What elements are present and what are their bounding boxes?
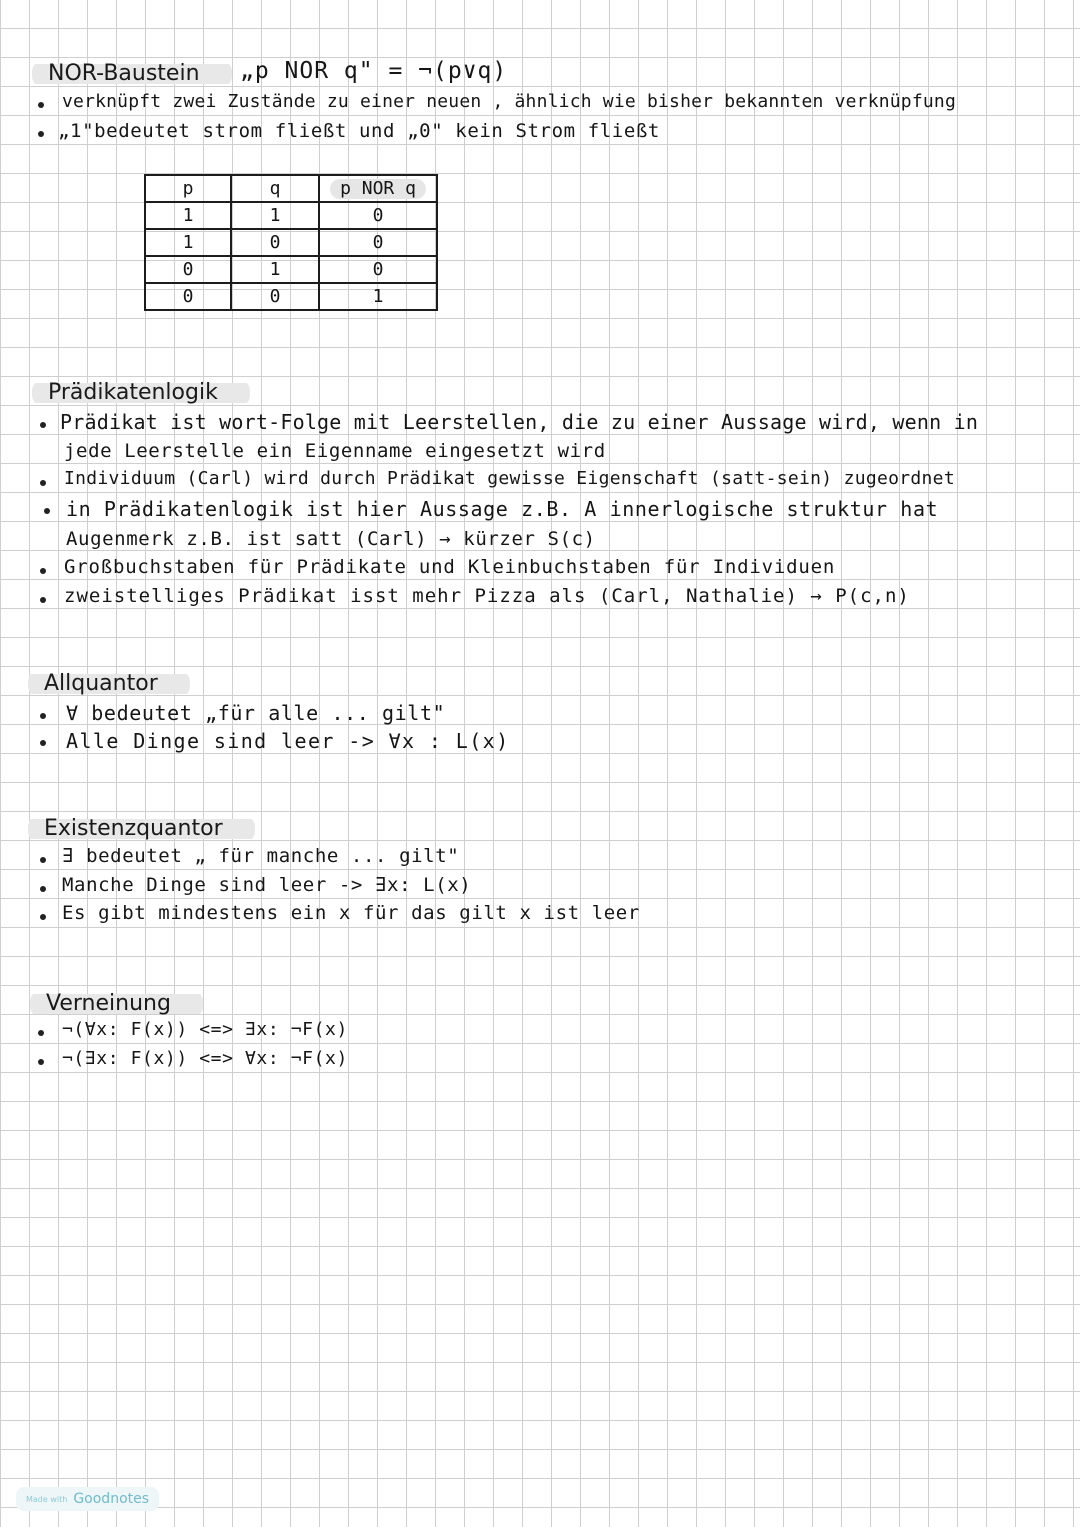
existenzquantor-bullet-3: Es gibt mindestens ein x für das gilt x ist leer xyxy=(62,902,640,924)
cell: 0 xyxy=(145,256,231,283)
header-pill: p NOR q xyxy=(330,179,426,199)
section-heading-nor xyxy=(32,60,232,88)
cell: 0 xyxy=(319,229,437,256)
praed-bullet-4: Großbuchstaben für Prädikate und Kleinbuchstaben für Individuen xyxy=(64,556,836,578)
section-heading-existenzquantor xyxy=(28,815,255,843)
bullet-dot xyxy=(40,886,46,892)
praed-bullet-2: Individuum (Carl) wird durch Prädikat gewisse Eigenschaft (satt-sein) zugeordnet xyxy=(64,468,955,489)
praed-bullet-3-line-2: Augenmerk z.B. ist satt (Carl) → kürzer S(c) xyxy=(66,528,596,550)
watermark-prefix: Made with xyxy=(26,1494,68,1504)
bullet-dot xyxy=(40,857,46,863)
cell: 0 xyxy=(145,283,231,310)
watermark-brand: Goodnotes xyxy=(73,1491,150,1507)
praed-bullet-3-line-1: in Prädikatenlogik ist hier Aussage z.B. A innerlogische struktur hat xyxy=(66,497,939,521)
praed-bullet-5: zweistelliges Prädikat isst mehr Pizza als (Carl, Nathalie) → P(c,n) xyxy=(64,585,910,607)
verneinung-bullet-1: ¬(∀x: F(x)) <=> ∃x: ¬F(x) xyxy=(62,1019,348,1040)
cell: 0 xyxy=(231,229,319,256)
allquantor-bullet-2: Alle Dinge sind leer -> ∀x : L(x) xyxy=(66,729,510,753)
bullet-dot xyxy=(40,597,46,603)
table-row xyxy=(145,256,437,283)
bullet-dot xyxy=(38,1059,44,1065)
cell: 1 xyxy=(231,202,319,229)
truth-table-nor xyxy=(144,174,438,311)
nor-bullet-2: „1"bedeutet strom fließt und „0" kein Strom fließt xyxy=(58,120,660,142)
table-row xyxy=(145,202,437,229)
cell: 1 xyxy=(319,283,437,310)
nor-bullet-1: verknüpft zwei Zustände zu einer neuen , ähnlich wie bisher bekannten verknüpfung xyxy=(62,91,956,112)
bullet-dot xyxy=(40,740,46,746)
verneinung-bullet-2: ¬(∃x: F(x)) <=> ∀x: ¬F(x) xyxy=(62,1048,348,1069)
heading-text: Verneinung xyxy=(46,991,171,1016)
cell: 0 xyxy=(231,283,319,310)
heading-text: Existenzquantor xyxy=(44,816,223,841)
bullet-dot xyxy=(38,102,44,108)
section-heading-praedikatenlogik xyxy=(32,379,250,407)
cell: 0 xyxy=(319,202,437,229)
section-heading-allquantor xyxy=(28,670,190,698)
cell: 0 xyxy=(319,256,437,283)
bullet-dot xyxy=(40,914,46,920)
table-row xyxy=(145,283,437,310)
nor-formula: „p NOR q" = ¬(p∨q) xyxy=(240,58,508,84)
heading-text: Allquantor xyxy=(44,671,158,696)
praed-bullet-1-line-1: Prädikat ist wort-Folge mit Leerstellen, die zu einer Aussage wird, wenn in xyxy=(60,410,979,434)
truth-table-header-row xyxy=(145,175,437,202)
cell: 1 xyxy=(231,256,319,283)
cell: 1 xyxy=(145,202,231,229)
bullet-dot xyxy=(40,480,46,486)
header-p: p xyxy=(145,175,231,202)
allquantor-bullet-1: ∀ bedeutet „für alle ... gilt" xyxy=(66,701,446,725)
cell: 1 xyxy=(145,229,231,256)
existenzquantor-bullet-2: Manche Dinge sind leer -> ∃x: L(x) xyxy=(62,874,472,896)
section-heading-verneinung xyxy=(30,990,203,1018)
heading-text: NOR-Baustein xyxy=(48,61,200,86)
bullet-dot xyxy=(38,131,44,137)
bullet-dot xyxy=(38,1030,44,1036)
goodnotes-watermark xyxy=(16,1487,159,1511)
table-row xyxy=(145,229,437,256)
heading-text: Prädikatenlogik xyxy=(48,380,218,405)
bullet-dot xyxy=(40,568,46,574)
praed-bullet-1-line-2: jede Leerstelle ein Eigenname eingesetzt wird xyxy=(64,440,606,462)
bullet-dot xyxy=(40,422,46,428)
bullet-dot xyxy=(44,508,50,514)
header-p-nor-q xyxy=(319,175,437,202)
header-q: q xyxy=(231,175,319,202)
existenzquantor-bullet-1: ∃ bedeutet „ für manche ... gilt" xyxy=(62,845,460,867)
bullet-dot xyxy=(40,713,46,719)
